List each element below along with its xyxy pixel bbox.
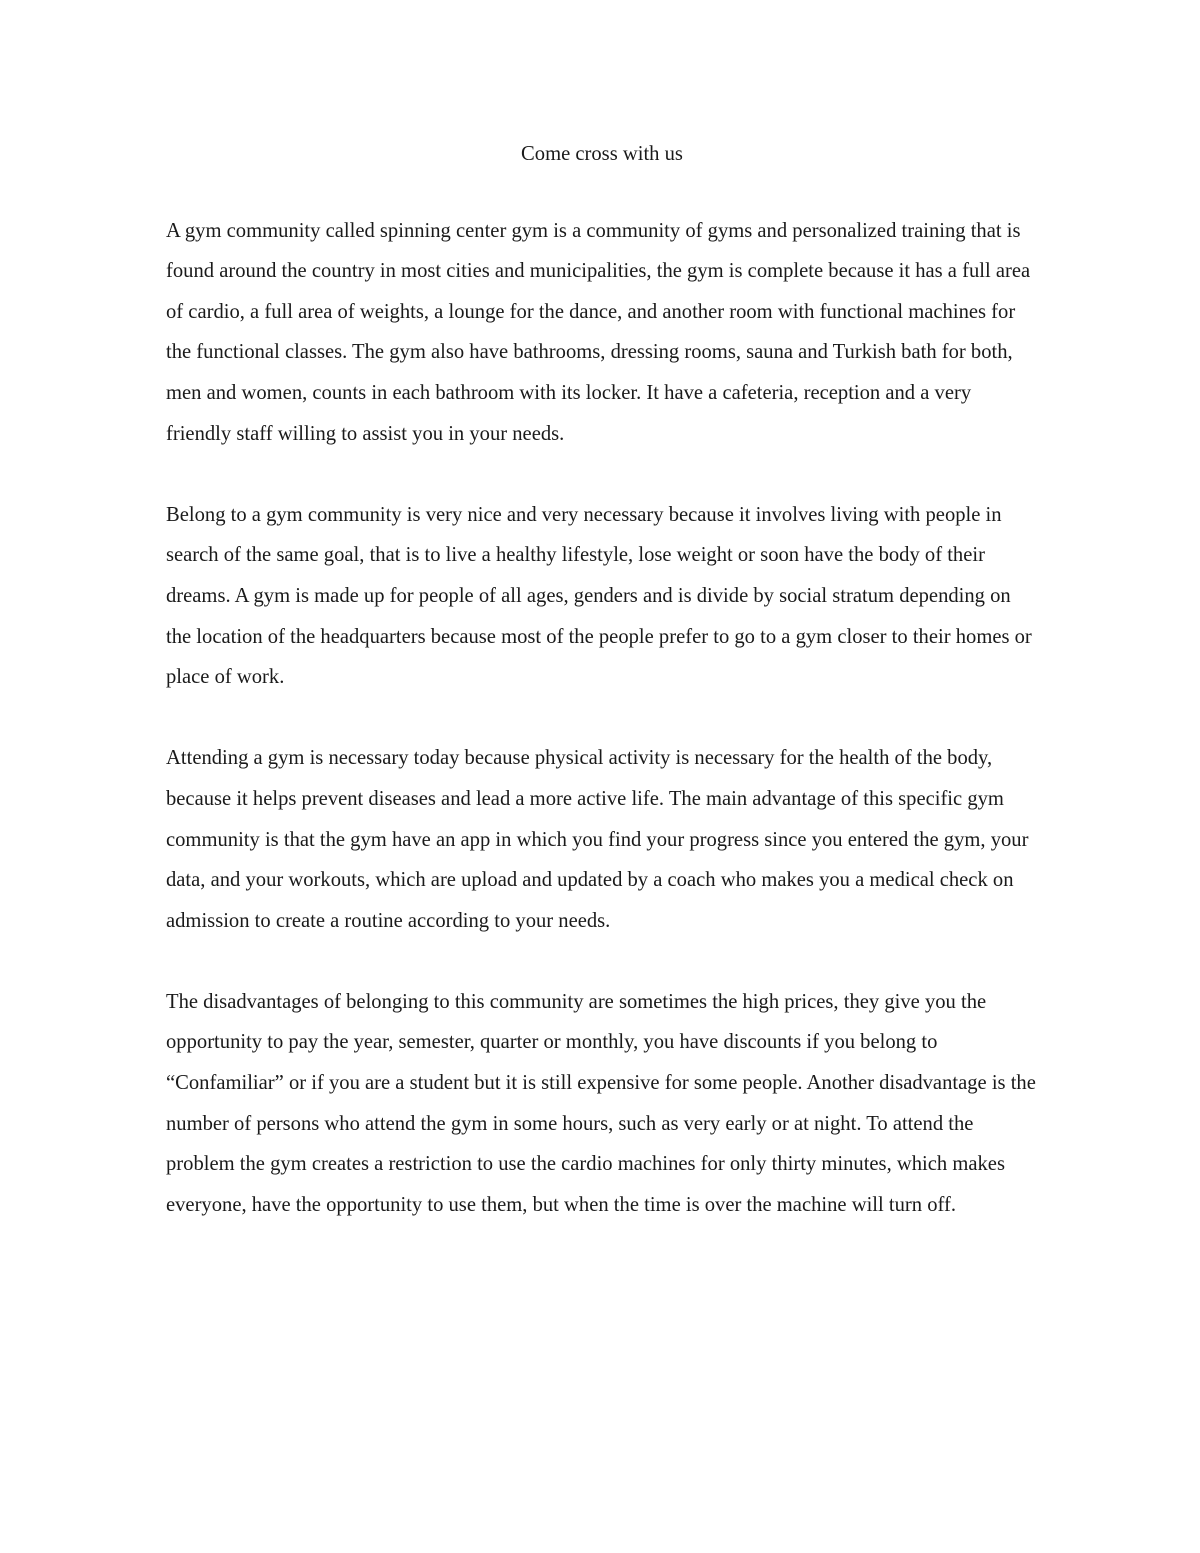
paragraph-facilities: A gym community called spinning center gym is a community of gyms and personalized training that is found around the country in most cities and municipalities, the gym is complete because it has a full area of cardio, a full area of weights, a lounge for the dance, and another room with functional machines for the functional classes. The gym also have bathrooms, dressing rooms, sauna and Turkish bath for both, men and women, counts in each bathroom with its locker. It have a cafeteria, reception and a very friendly staff willing to assist you in your needs. bbox=[166, 219, 1031, 445]
paragraph-advantages: Attending a gym is necessary today because physical activity is necessary for the health of the body, because it helps prevent diseases and lead a more active life. The main advantage of this specific gym community is that the gym have an app in which you find your progress since you entered the gym, your data, and your workouts, which are upload and updated by a coach who makes you a medical check on admission to create a routine according to your needs. bbox=[166, 747, 1029, 932]
paragraph-community: Belong to a gym community is very nice and very necessary because it involves living with people in search of the same goal, that is to live a healthy lifestyle, lose weight or soon have the body of their dreams. A gym is made up for people of all ages, genders and is divide by social stratum depending on the location of the headquarters because most of the people prefer to go to a gym closer to their homes or place of work. bbox=[166, 503, 1032, 689]
paragraph-disadvantages: The disadvantages of belonging to this community are sometimes the high prices, they give you the opportunity to pay the year, semester, quarter or monthly, you have discounts if you belong to “Confamiliar” or if you are a student but it is still expensive for some people. Another disadvantage is the number of persons who attend the gym in some hours, such as very early or at night. To attend the problem the gym creates a restriction to use the cardio machines for only thirty minutes, which makes everyone, have the opportunity to use them, but when the time is over the machine will turn off. bbox=[166, 990, 1036, 1216]
document-title: Come cross with us bbox=[521, 143, 683, 165]
document-body bbox=[166, 138, 1038, 1266]
